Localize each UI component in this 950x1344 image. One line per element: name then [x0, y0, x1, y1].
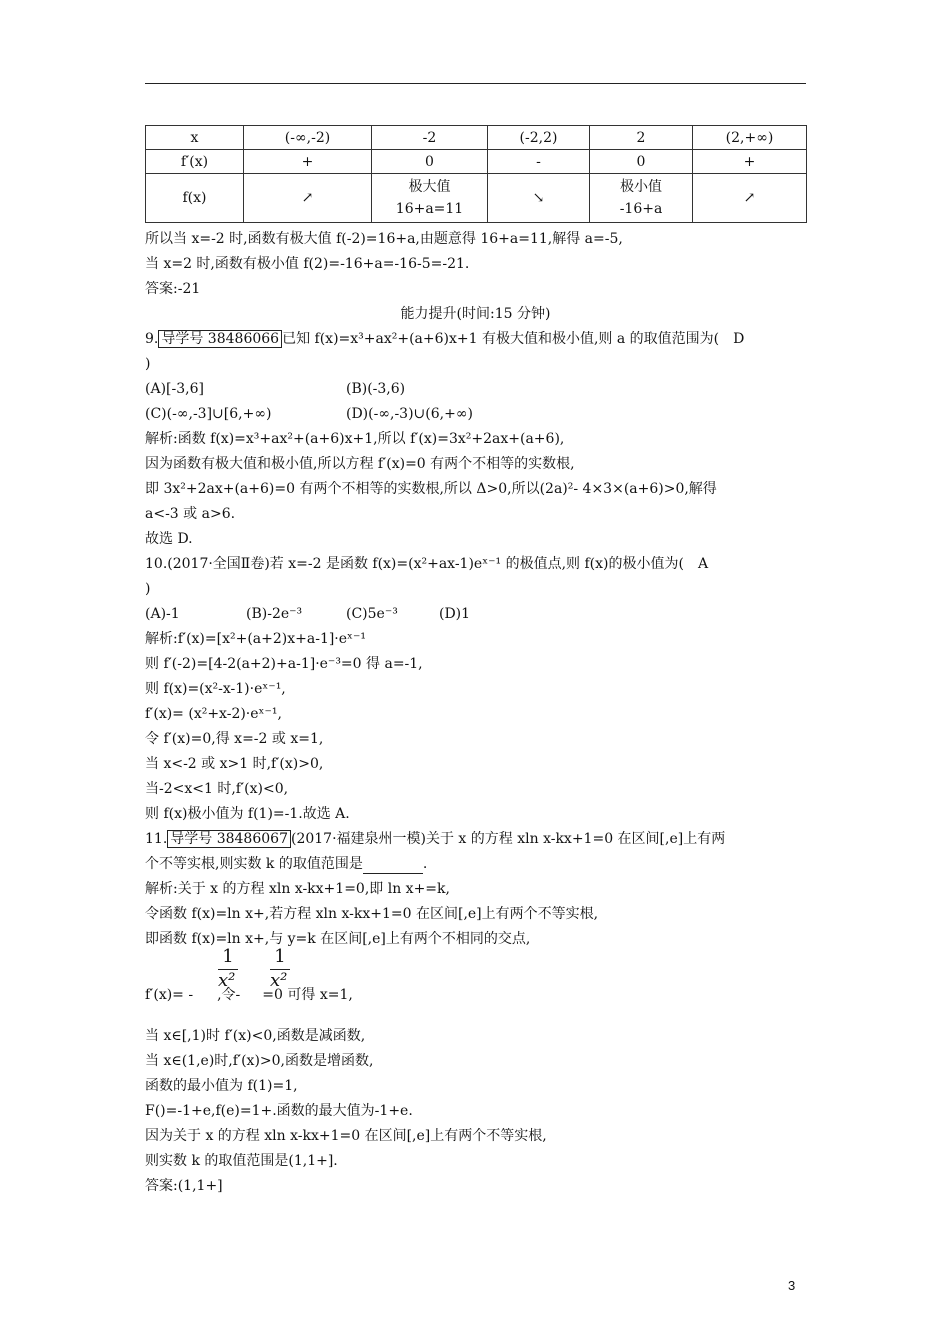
table-cell: - [488, 150, 590, 174]
text-line: 因为关于 x 的方程 xln x-kx+1=0 在区间[,e]上有两个不等实根, [145, 1128, 547, 1144]
text-line [145, 985, 353, 1005]
text-line: 解析:关于 x 的方程 xln x-kx+1=0,即 ln x+=k, [145, 881, 450, 897]
text-line: f′(x)= (x²+x-2)·eˣ⁻¹, [145, 706, 282, 722]
cell-line: 16+a=11 [395, 201, 464, 217]
text-line: 即函数 f(x)=ln x+,与 y=k 在区间[,e]上有两个不相同的交点, [145, 931, 531, 947]
text-line: 当 x=2 时,函数有极小值 f(2)=-16+a=-16-5=-21. [145, 256, 470, 272]
option-b: (B)-2e⁻³ [246, 606, 303, 622]
text-line: 令函数 f(x)=ln x+,若方程 xln x-kx+1=0 在区间[,e]上有两个不等实根, [145, 906, 599, 922]
formula-part: =0 可得 x=1, [262, 987, 353, 1003]
text-line: 即 3x²+2ax+(a+6)=0 有两个不相等的实数根,所以 Δ>0,所以(2a)²- 4×3×(a+6)>0,解得 [145, 481, 717, 497]
arrow-down-icon: ↘ [488, 174, 590, 223]
text-line: 故选 D. [145, 531, 193, 547]
arrow-up-icon: ↗ [693, 174, 807, 223]
table-cell: -2 [372, 126, 488, 150]
table-cell: + [244, 150, 372, 174]
table-cell: + [693, 150, 807, 174]
question-10: 10.(2017·全国Ⅱ卷)若 x=-2 是函数 f(x)=(x²+ax-1)eˣ⁻¹ 的极值点,则 f(x)的极小值为( A [145, 556, 709, 572]
section-title: 能力提升(时间:15 分钟) [400, 306, 551, 322]
text-line: 则 f′(-2)=[4-2(a+2)+a-1]·e⁻³=0 得 a=-1, [145, 656, 423, 672]
table-cell: f(x) [146, 174, 244, 223]
cell-line: 极大值 [408, 179, 451, 195]
cell-line: -16+a [619, 201, 663, 217]
text-line: 则实数 k 的取值范围是(1,1+]. [145, 1153, 338, 1169]
option-c: (C)(-∞,-3]∪[6,+∞) [145, 406, 272, 422]
question-text: (2017·福建泉州一模)关于 x 的方程 xln x-kx+1=0 在区间[,e]上有两 [290, 831, 726, 847]
question-number: 11. [145, 831, 168, 847]
text-line: 答案:-21 [145, 281, 201, 297]
cell-line: 极小值 [620, 179, 662, 195]
text-line: 当-2<x<1 时,f′(x)<0, [145, 781, 289, 797]
table-cell: (-2,2) [488, 126, 590, 150]
question-text: 已知 f(x)=x³+ax²+(a+6)x+1 有极大值和极小值,则 a 的取值范围为( D [282, 331, 745, 347]
formula-part: f′(x)= - [145, 987, 194, 1003]
option-d: (D)(-∞,-3)∪(6,+∞) [346, 406, 473, 422]
table-row [146, 150, 807, 174]
fraction-numerator: 1 [222, 946, 234, 967]
option-d: (D)1 [439, 606, 471, 622]
question-text: . [422, 856, 428, 872]
question-11 [145, 829, 725, 849]
header-rule [145, 83, 806, 84]
text-line: F()=-1+e,f(e)=1+.函数的最大值为-1+e. [145, 1103, 413, 1119]
table-row [146, 126, 807, 150]
text-line: 答案:(1,1+] [145, 1178, 223, 1194]
text-line: ) [145, 581, 151, 597]
fraction-numerator: 1 [274, 946, 286, 967]
text-line: 解析:函数 f(x)=x³+ax²+(a+6)x+1,所以 f′(x)=3x²+2ax+(a+6), [145, 431, 565, 447]
question-text: 个不等实根,则实数 k 的取值范围是 [145, 856, 363, 872]
text-line: a<-3 或 a>6. [145, 506, 236, 522]
text-line [145, 854, 427, 874]
table-cell: (-∞,-2) [244, 126, 372, 150]
arrow-up-icon: ↗ [244, 174, 372, 223]
fraction-denominator: x² [218, 970, 236, 991]
table-cell: f′(x) [146, 150, 244, 174]
text-line: 则 f(x)极小值为 f(1)=-1.故选 A. [145, 806, 350, 822]
option-a: (A)[-3,6] [145, 381, 204, 397]
table-cell: x [146, 126, 244, 150]
formula-part: ,令- [217, 987, 241, 1003]
table-cell [372, 174, 488, 223]
table-cell: 0 [372, 150, 488, 174]
question-number: 9. [145, 331, 159, 347]
table-cell: (2,+∞) [693, 126, 807, 150]
table-cell: 2 [590, 126, 693, 150]
text-line: ) [145, 356, 151, 372]
text-line: 因为函数有极大值和极小值,所以方程 f′(x)=0 有两个不相等的实数根, [145, 456, 575, 472]
variation-table [145, 125, 807, 223]
answer-blank [363, 859, 423, 874]
text-line: 函数的最小值为 f(1)=1, [145, 1078, 298, 1094]
text-line: 则 f(x)=(x²-x-1)·eˣ⁻¹, [145, 681, 286, 697]
page-number: 3 [788, 1278, 796, 1293]
table-row [146, 174, 807, 223]
option-a: (A)-1 [145, 606, 180, 622]
text-line: 当 x<-2 或 x>1 时,f′(x)>0, [145, 756, 324, 772]
text-line: 当 x∈(1,e)时,f′(x)>0,函数是增函数, [145, 1053, 374, 1069]
option-c: (C)5e⁻³ [346, 606, 398, 622]
option-b: (B)(-3,6) [346, 381, 406, 397]
table-cell: 0 [590, 150, 693, 174]
text-line: 所以当 x=-2 时,函数有极大值 f(-2)=16+a,由题意得 16+a=11,解得 a=-5, [145, 231, 623, 247]
question-id-tag: 导学号 38486067 [167, 830, 291, 848]
text-line: 令 f′(x)=0,得 x=-2 或 x=1, [145, 731, 324, 747]
question-9 [145, 329, 744, 349]
fraction-denominator: x² [270, 970, 288, 991]
table-cell [590, 174, 693, 223]
text-line: 当 x∈[,1)时 f′(x)<0,函数是减函数, [145, 1028, 366, 1044]
text-line: 解析:f′(x)=[x²+(a+2)x+a-1]·eˣ⁻¹ [145, 631, 366, 647]
question-id-tag: 导学号 38486066 [158, 330, 282, 348]
